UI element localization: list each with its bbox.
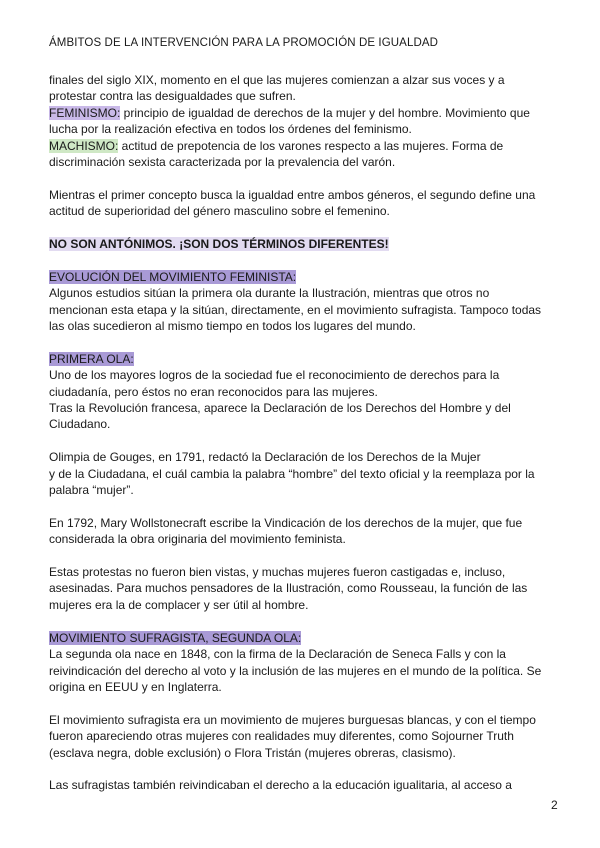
text-line: Mientras el primer concepto busca la igualdad entre ambos géneros, el segundo define una (49, 187, 536, 202)
text-line: En 1792, Mary Wollstonecraft escribe la Vindicación de los derechos de la mujer, que fue (49, 515, 523, 530)
definition-text: principio de igualdad de derechos de la mujer y del hombre. Movimiento que (120, 105, 530, 120)
heading-evolucion: EVOLUCIÓN DEL MOVIMIENTO FEMINISTA: (49, 269, 297, 284)
text-line: reivindicación del derecho al voto y la inclusión de las mujeres en el mundo de la política. Se (49, 663, 542, 678)
text-line: las olas sucedieron al mismo tiempo en todos los lugares del mundo. (49, 319, 416, 334)
text-line: La segunda ola nace en 1848, con la firma de la Declaración de Seneca Falls y con la (49, 647, 506, 662)
text-line: y de la Ciudadana, el cuál cambia la palabra “hombre” del texto oficial y la reemplaza por la (49, 466, 535, 481)
text-line: finales del siglo XIX, momento en el que las mujeres comienzan a alzar sus voces y a (49, 73, 505, 87)
text-line: asesinadas. Para muchos pensadores de la Ilustración, como Rousseau, la función de las (49, 581, 528, 596)
document-body (49, 72, 554, 794)
text-line: mujeres era la de complacer y ser útil al hombre. (49, 597, 309, 612)
text-line: Estas protestas no fueron bien vistas, y muchas mujeres fueron castigadas e, incluso, (49, 565, 506, 580)
text-line: ciudadanía, pero éstos no eran reconocidos para las mujeres. (49, 384, 378, 399)
text-line: (esclava negra, doble exclusión) o Flora Tristán (mujeres obreras, clasismo). (49, 745, 456, 760)
bold-note-text: NO SON ANTÓNIMOS. ¡SON DOS TÉRMINOS DIFERENTES! (49, 237, 389, 252)
text-line: lucha por la realización efectiva en todos los órdenes del feminismo. (49, 122, 412, 137)
text-line: El movimiento sufragista era un movimiento de mujeres burguesas blancas, y con el tiempo (49, 712, 536, 727)
text-line: actitud de superioridad del género masculino sobre el femenino. (49, 204, 390, 219)
text-line: Tras la Revolución francesa, aparece la Declaración de los Derechos del Hombre y del (49, 401, 511, 416)
term-feminismo: FEMINISMO: (49, 105, 121, 120)
section-heading (49, 351, 554, 367)
text-line: Algunos estudios sitúan la primera ola durante la Ilustración, mientras que otros no (49, 286, 490, 301)
text-line: discriminación sexista caracterizada por la prevalencia del varón. (49, 155, 396, 170)
page-header: ÁMBITOS DE LA INTERVENCIÓN PARA LA PROMOCIÓN DE IGUALDAD (49, 37, 439, 49)
section-heading (49, 630, 554, 646)
heading-primera-ola: PRIMERA OLA: (49, 351, 134, 366)
term-machismo: MACHISMO: (49, 138, 119, 153)
text-line: considerada la obra originaria del movimiento feminista. (49, 532, 346, 547)
text-line: Ciudadano. (49, 417, 111, 432)
text-line: Uno de los mayores logros de la sociedad fue el reconocimiento de derechos para la (49, 368, 500, 383)
heading-sufragista: MOVIMIENTO SUFRAGISTA, SEGUNDA OLA: (49, 630, 302, 645)
text-line: palabra “mujer”. (49, 483, 134, 498)
text-line: mencionan esta etapa y la sitúan, directamente, en el movimiento sufragista. Tampoco todas (49, 302, 542, 317)
text-line: Olimpia de Gouges, en 1791, redactó la Declaración de los Derechos de la Mujer (49, 450, 481, 465)
page-number: 2 (551, 798, 558, 812)
definition-machismo (49, 138, 554, 154)
section-heading (49, 269, 554, 285)
bold-note (49, 236, 554, 252)
text-line: protestar contra las desigualdades que sufren. (49, 89, 296, 104)
text-line: Las sufragistas también reivindicaban el derecho a la educación igualitaria, al acceso a (49, 778, 512, 793)
definition-feminismo (49, 105, 554, 121)
text-line: fueron apareciendo otras mujeres con realidades muy diferentes, como Sojourner Truth (49, 729, 514, 744)
text-line: origina en EEUU y en Inglaterra. (49, 679, 222, 694)
definition-text: actitud de prepotencia de los varones respecto a las mujeres. Forma de (118, 138, 504, 153)
